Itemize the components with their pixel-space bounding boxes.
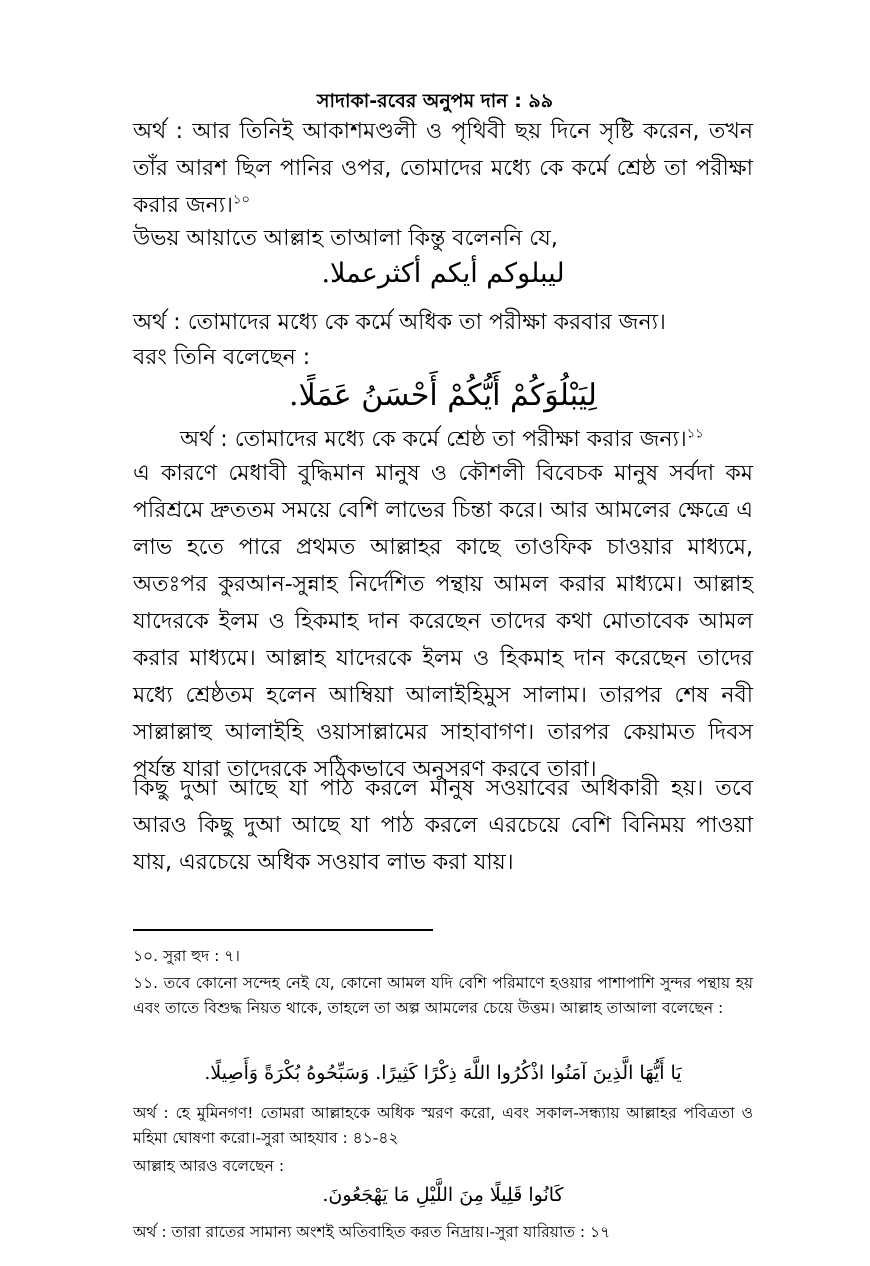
paragraph-meaning-1: [133, 113, 753, 224]
paragraph-meaning-3: [133, 421, 753, 458]
paragraph-meaning-2: অর্থ : তোমাদের মধ্যে কে কর্মে অধিক তা পরীক্ষা করবার জন্য।: [133, 310, 666, 335]
footnote-arabic-verse-1: يَا أَيُّهَا الَّذِينَ آمَنُوا اذْكُرُوا اللَّهَ ذِكْرًا كَثِيرًا. وَسَبِّحُوهُ بُكْرَةً وَأَصِيلًا.: [204, 1062, 682, 1084]
footnote-divider: [133, 929, 433, 931]
paragraph-main: এ কারণে মেধাবী বুদ্ধিমান মানুষ ও কৌশলী বিবেচক মানুষ সর্বদা কম পরিশ্রমে দ্রুততম সময়ে বেশি লাভের চিন্তা করে। আর আমলের ক্ষেত্রে এ লাভ হতে পারে প্রথমত আল্লাহর কাছে তাওফিক চাওয়ার মাধ্যমে, অতঃপর কুরআন-সুন্নাহ নির্দেশিত পন্থায় আমল করার মাধ্যমে। আল্লাহ যাদেরকে ইলম ও হিকমাহ দান করেছেন তাদের কথা মোতাবেক আমল করার মাধ্যমে। আল্লাহ যাদেরকে ইলম ও হিকমাহ দান করেছেন তাদের মধ্যে শ্রেষ্ঠতম হলেন আম্বিয়া আলাইহিমুস সালাম। তারপর শেষ নবী সাল্লাল্লাহু আলাইহি ওয়াসাল্লামের সাহাবাগণ। তারপর কেয়ামত দিবস পর্যন্ত যারা তাদেরকে সঠিকভাবে অনুসরণ করবে তারা।: [133, 461, 753, 782]
arabic-verse-1: ليبلوكم أيكم أكثرعملا.: [321, 258, 565, 289]
footnote-11: ১১. তবে কোনো সন্দেহ নেই যে, কোনো আমল যদি বেশি পরিমাণে হওয়ার পাশাপাশি সুন্দর পন্থায় হয় এবং তাতে বিশুদ্ধ নিয়ত থাকে, তাহলে তা অল্প আমলের চেয়ে উত্তম। আল্লাহ তাআলা বলেছেন :: [133, 974, 753, 1017]
footnote-also-said: আল্লাহ আরও বলেছেন :: [133, 1157, 285, 1175]
arabic-verse-2: لِيَبْلُوَكُمْ أَيُّكُمْ أَحْسَنُ عَمَلًا.: [289, 378, 597, 413]
paragraph-text: অর্থ : আর তিনিই আকাশমণ্ডলী ও পৃথিবী ছয় দিনে সৃষ্টি করেন, তখন তাঁর আরশ ছিল পানির ওপর, তোমাদের মধ্যে কে কর্মে শ্রেষ্ঠ তা পরীক্ষা করার জন্য।: [133, 119, 753, 218]
footnote-meaning-2: অর্থ : তারা রাতের সামান্য অংশই অতিবাহিত করত নিদ্রায়।-সুরা যারিয়াত : ১৭: [133, 1223, 611, 1241]
footnote-arabic-verse-2: كَانُوا قَلِيلًا مِنَ اللَّيْلِ مَا يَهْجَعُونَ.: [322, 1184, 564, 1206]
paragraph-both-verses: উভয় আয়াতে আল্লাহ তাআলা কিন্তু বলেননি যে,: [133, 226, 558, 251]
footnote-meaning-1: অর্থ : হে মুমিনগণ! তোমরা আল্লাহকে অধিক স্মরণ করো, এবং সকাল-সন্ধ্যায় আল্লাহর পবিত্রতা ও মহিমা ঘোষণা করো।-সুরা আহযাব : ৪১-৪২: [133, 1104, 753, 1147]
footnote-10: ১০. সুরা হুদ : ৭।: [133, 947, 240, 965]
running-header: সাদাকা-রবের অনুপম দান : ৯৯: [316, 90, 554, 112]
footnote-ref-10: ১০: [233, 192, 250, 208]
paragraph-rather: বরং তিনি বলেছেন :: [133, 345, 311, 370]
footnote-ref-11: ১১: [686, 426, 704, 442]
paragraph-dua: কিছু দুআ আছে যা পাঠ করলে মানুষ সওয়াবের অধিকারী হয়। তবে আরও কিছু দুআ আছে যা পাঠ করলে এরচেয়ে বেশি বিনিময় পাওয়া যায়, এরচেয়ে অধিক সওয়াব লাভ করা যায়।: [133, 776, 753, 875]
paragraph-text: অর্থ : তোমাদের মধ্যে কে কর্মে শ্রেষ্ঠ তা পরীক্ষা করার জন্য।: [180, 427, 687, 452]
